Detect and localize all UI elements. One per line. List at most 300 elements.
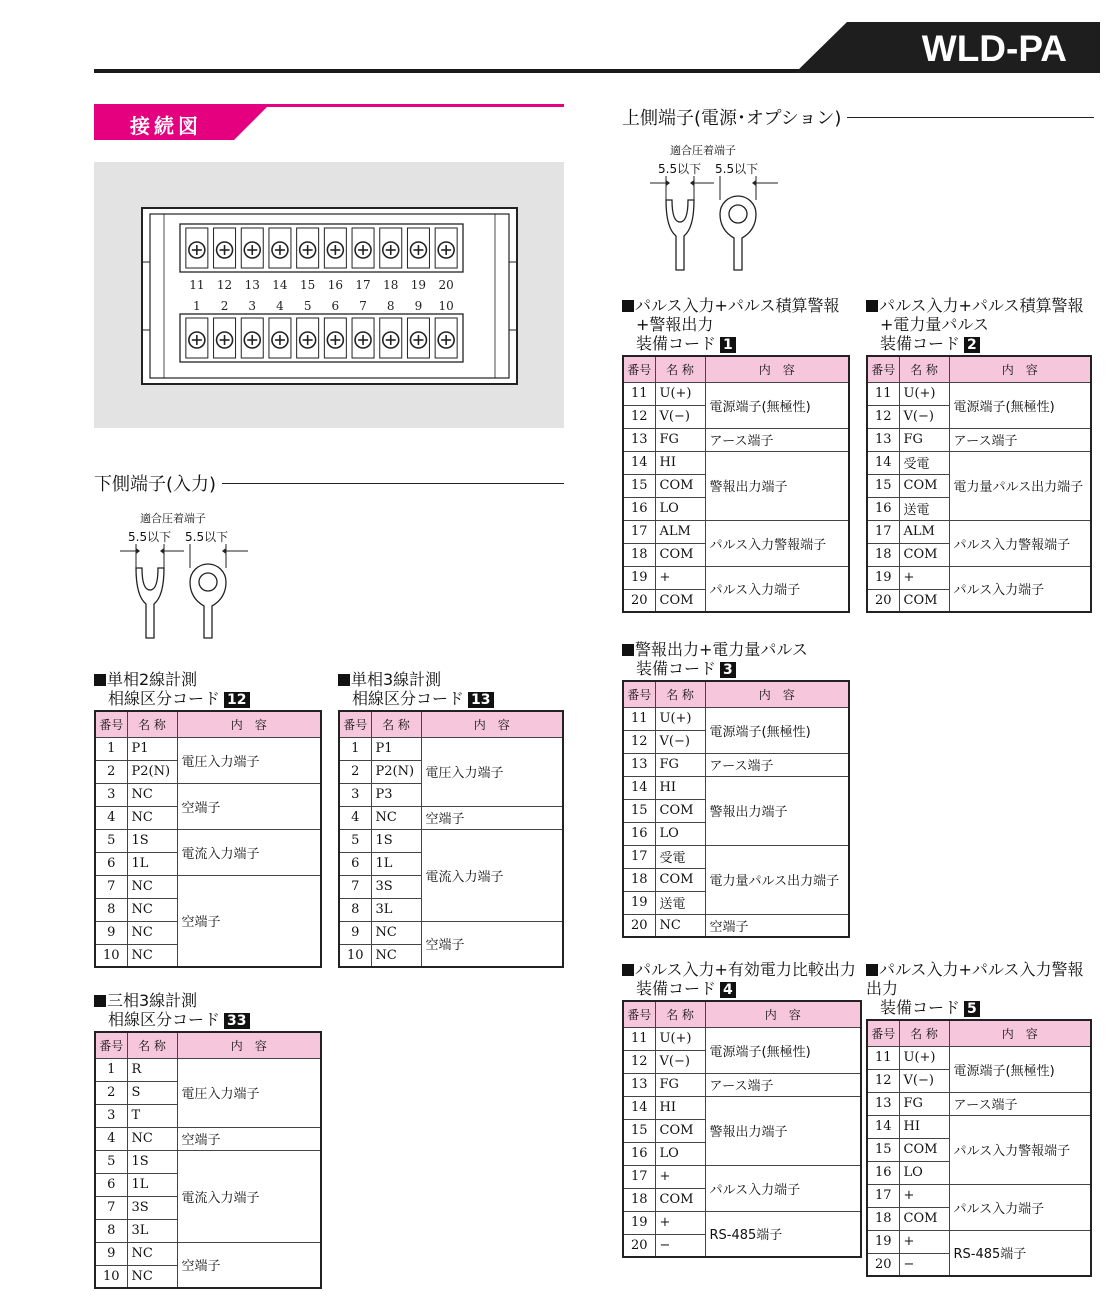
table-title-text: 相線区分コード [352, 689, 465, 708]
terminal-name: NC [127, 1242, 177, 1265]
terminal-name: ALM [655, 520, 705, 543]
terminal-number: 13 [867, 428, 899, 451]
terminal-number: 19 [623, 566, 655, 589]
terminal-name: 3S [371, 875, 421, 898]
table-row [867, 1115, 1091, 1138]
terminal-number-label: 5 [303, 299, 312, 313]
heading-rule [847, 117, 1094, 118]
terminal-number: 17 [867, 1184, 899, 1207]
table-title-text: パルス入力+パルス積算警報 [635, 296, 840, 315]
terminal-table [338, 710, 564, 968]
table-title [622, 296, 850, 353]
terminal-name: S [127, 1081, 177, 1104]
terminal-name: ALM [899, 520, 949, 543]
table-title-line [866, 315, 1092, 334]
terminal-number-label: 20 [438, 278, 454, 292]
terminal-table [94, 710, 322, 968]
terminal-number: 12 [867, 405, 899, 428]
terminal-number: 16 [623, 822, 655, 845]
terminal-number-label: 8 [386, 299, 395, 313]
terminal-description: アース端子 [705, 1073, 861, 1096]
table-row [867, 1230, 1091, 1253]
table-title [338, 670, 564, 708]
terminal-number-label: 15 [300, 278, 316, 292]
terminal-number: 14 [623, 1096, 655, 1119]
terminal-description: 電源端子(無極性) [705, 1027, 861, 1073]
terminal-number: 4 [95, 1127, 127, 1150]
terminal-name: U(+) [899, 1046, 949, 1069]
table-row [623, 776, 849, 799]
code-badge: 12 [224, 692, 249, 708]
table-row [623, 566, 849, 589]
upper-terminals-heading [622, 104, 1094, 130]
lower-terminals-heading [94, 470, 564, 496]
table-row [95, 737, 321, 760]
terminal-number-label: 7 [359, 299, 367, 313]
terminal-description: 電力量パルス出力端子 [949, 451, 1091, 520]
table-row [623, 1027, 861, 1050]
table-title-text: パルス入力+パルス積算警報 [879, 296, 1084, 315]
header-no: 番号 [867, 1020, 899, 1046]
terminal-description: 警報出力端子 [705, 451, 849, 520]
table-title [866, 296, 1092, 353]
square-bullet-icon [622, 644, 634, 656]
terminal-description: 電圧入力端子 [177, 1058, 321, 1127]
terminal-table [866, 355, 1092, 613]
table-title-text: 装備コード [636, 979, 717, 998]
crimp-terminal-icon [648, 138, 788, 273]
terminal-name: 1L [127, 1173, 177, 1196]
table-row [623, 753, 849, 776]
terminal-number: 6 [95, 1173, 127, 1196]
table-title-line [622, 640, 850, 659]
terminal-number: 12 [623, 1050, 655, 1073]
terminal-number: 15 [867, 474, 899, 497]
terminal-description: 空端子 [177, 783, 321, 829]
header-name: 名 称 [655, 356, 705, 382]
table-title-text: +警報出力 [636, 315, 714, 334]
terminal-number: 20 [867, 589, 899, 612]
square-bullet-icon [94, 674, 106, 686]
table-header-row [623, 681, 849, 707]
terminal-name: NC [371, 806, 421, 829]
terminal-description: 電流入力端子 [177, 829, 321, 875]
terminal-name: + [655, 566, 705, 589]
table-title-line [338, 689, 564, 708]
terminal-number: 9 [95, 1242, 127, 1265]
table-title-text: 三相3線計測 [107, 991, 198, 1010]
header-name: 名 称 [655, 1001, 705, 1027]
terminal-number: 16 [867, 497, 899, 520]
crimp-terminal-icon [118, 506, 258, 641]
terminal-description: パルス入力端子 [949, 1184, 1091, 1230]
terminal-number: 11 [623, 382, 655, 405]
terminal-description: 電力量パルス出力端子 [705, 845, 849, 914]
table-header-row [623, 1001, 861, 1027]
terminal-table [622, 680, 850, 938]
terminal-name: NC [127, 944, 177, 967]
terminal-description: 電源端子(無極性) [949, 1046, 1091, 1092]
table-title-line [622, 960, 862, 979]
table-title [622, 640, 850, 678]
table-title-line [866, 334, 1092, 353]
table-header-row [339, 711, 563, 737]
terminal-description: 電源端子(無極性) [705, 707, 849, 753]
terminal-name: COM [655, 868, 705, 891]
table-group-code-2 [866, 296, 1092, 613]
terminal-name: LO [655, 1142, 705, 1165]
terminal-name: FG [899, 1092, 949, 1115]
table-row [95, 829, 321, 852]
terminal-description: 空端子 [705, 914, 849, 937]
terminal-number: 20 [623, 914, 655, 937]
table-row [95, 1150, 321, 1173]
terminal-name: COM [899, 589, 949, 612]
terminal-name: NC [127, 1127, 177, 1150]
terminal-description: 警報出力端子 [705, 776, 849, 845]
terminal-number: 17 [623, 1165, 655, 1188]
table-row [95, 1242, 321, 1265]
terminal-description: パルス入力警報端子 [705, 520, 849, 566]
header-no: 番号 [95, 1032, 127, 1058]
terminal-description: 電流入力端子 [421, 829, 563, 921]
terminal-number: 1 [95, 1058, 127, 1081]
terminal-number-label: 11 [189, 278, 205, 292]
terminal-name: COM [899, 1207, 949, 1230]
terminal-name: COM [655, 543, 705, 566]
table-row [623, 1211, 861, 1234]
terminal-description: パルス入力端子 [949, 566, 1091, 612]
code-badge: 5 [964, 1001, 980, 1017]
terminal-name: + [899, 1184, 949, 1207]
terminal-name: − [899, 1253, 949, 1276]
terminal-table [622, 1000, 862, 1258]
table-row [339, 737, 563, 760]
table-row [623, 1073, 861, 1096]
terminal-number: 13 [867, 1092, 899, 1115]
table-row [339, 829, 563, 852]
square-bullet-icon [338, 674, 350, 686]
terminal-number: 17 [623, 520, 655, 543]
terminal-description: 電源端子(無極性) [949, 382, 1091, 428]
table-title-text: 装備コード [636, 659, 717, 678]
terminal-table [866, 1019, 1092, 1277]
terminal-number: 11 [867, 1046, 899, 1069]
table-title [622, 960, 862, 998]
crimp-caption: 適合圧着端子 [670, 144, 736, 157]
terminal-name: 1S [371, 829, 421, 852]
terminal-number: 3 [95, 1104, 127, 1127]
terminal-number: 8 [95, 1219, 127, 1242]
terminal-number: 6 [95, 852, 127, 875]
table-row [623, 914, 849, 937]
table-title-line [94, 991, 322, 1010]
code-badge: 13 [468, 692, 493, 708]
table-row [339, 921, 563, 944]
header-no: 番号 [867, 356, 899, 382]
terminal-number: 12 [623, 730, 655, 753]
header-no: 番号 [95, 711, 127, 737]
terminal-number: 18 [867, 1207, 899, 1230]
terminal-description: 空端子 [177, 875, 321, 967]
terminal-name: V(−) [899, 405, 949, 428]
terminal-number: 1 [95, 737, 127, 760]
terminal-name: FG [899, 428, 949, 451]
table-row [867, 1046, 1091, 1069]
square-bullet-icon [622, 300, 634, 312]
table-title-line [866, 998, 1092, 1017]
terminal-number: 15 [623, 1119, 655, 1142]
terminal-name: NC [127, 921, 177, 944]
header-content: 内 容 [705, 1001, 861, 1027]
terminal-description: 空端子 [421, 921, 563, 967]
heading-rule [222, 483, 564, 484]
square-bullet-icon [866, 300, 878, 312]
terminal-name: + [899, 566, 949, 589]
terminal-name: LO [655, 822, 705, 845]
terminal-number: 14 [623, 776, 655, 799]
terminal-number: 9 [95, 921, 127, 944]
header-content: 内 容 [705, 356, 849, 382]
terminal-name: R [127, 1058, 177, 1081]
table-row [623, 428, 849, 451]
terminal-name: COM [899, 474, 949, 497]
terminal-name: V(−) [899, 1069, 949, 1092]
terminal-number: 7 [95, 875, 127, 898]
table-title-text: 警報出力+電力量パルス [635, 640, 808, 659]
terminal-number: 19 [867, 566, 899, 589]
terminal-number: 16 [623, 1142, 655, 1165]
table-row [867, 451, 1091, 474]
terminal-name: FG [655, 753, 705, 776]
table-row [95, 875, 321, 898]
table-title-line [622, 296, 850, 315]
table-row [867, 520, 1091, 543]
terminal-number-label: 4 [276, 299, 284, 313]
terminal-name: + [655, 1165, 705, 1188]
terminal-description: 空端子 [177, 1242, 321, 1288]
table-header-row [95, 711, 321, 737]
terminal-number: 5 [95, 829, 127, 852]
terminal-number: 7 [339, 875, 371, 898]
terminal-number: 19 [867, 1230, 899, 1253]
table-row [339, 806, 563, 829]
table-group-code-33 [94, 991, 322, 1289]
crimp-dim-right: 5.5以下 [185, 530, 229, 544]
terminal-name: NC [127, 1265, 177, 1288]
table-row [623, 1096, 861, 1119]
terminal-number: 16 [867, 1161, 899, 1184]
terminal-number-label: 13 [244, 278, 260, 292]
terminal-number: 10 [339, 944, 371, 967]
terminal-name: 3L [371, 898, 421, 921]
terminal-number: 4 [95, 806, 127, 829]
upper-crimp-terminal-figure [648, 138, 788, 273]
terminal-name: − [655, 1234, 705, 1257]
terminal-number: 14 [867, 451, 899, 474]
upper-terminal-screws [180, 224, 463, 272]
table-row [95, 1058, 321, 1081]
terminal-name: + [899, 1230, 949, 1253]
table-title [94, 670, 322, 708]
table-row [623, 707, 849, 730]
terminal-name: COM [655, 474, 705, 497]
terminal-number: 15 [623, 799, 655, 822]
terminal-number: 10 [95, 944, 127, 967]
terminal-number: 11 [623, 1027, 655, 1050]
terminal-name: COM [655, 589, 705, 612]
terminal-description: パルス入力警報端子 [949, 520, 1091, 566]
section-title: 接続図 [130, 114, 202, 138]
terminal-name: FG [655, 428, 705, 451]
table-group-code-12 [94, 670, 322, 968]
header-name: 名 称 [655, 681, 705, 707]
code-badge: 33 [224, 1013, 249, 1029]
terminal-number: 2 [95, 1081, 127, 1104]
table-row [623, 520, 849, 543]
terminal-number: 3 [95, 783, 127, 806]
terminal-description: 電圧入力端子 [421, 737, 563, 806]
terminal-number-label: 14 [272, 278, 288, 292]
terminal-description: 電圧入力端子 [177, 737, 321, 783]
table-row [95, 1127, 321, 1150]
crimp-caption: 適合圧着端子 [140, 512, 206, 525]
table-header-row [867, 1020, 1091, 1046]
table-row [623, 845, 849, 868]
terminal-number: 3 [339, 783, 371, 806]
table-row [623, 1165, 861, 1188]
table-group-code-3 [622, 640, 850, 938]
table-title [94, 991, 322, 1029]
table-header-row [867, 356, 1091, 382]
table-title-text: 装備コード [880, 998, 961, 1017]
terminal-name: COM [655, 1119, 705, 1142]
upper-terminals-heading-text: 上側端子(電源･オプション) [622, 108, 842, 129]
terminal-name: NC [127, 875, 177, 898]
terminal-number: 2 [95, 760, 127, 783]
terminal-number-label: 17 [355, 278, 371, 292]
terminal-name: U(+) [899, 382, 949, 405]
table-group-code-5 [866, 960, 1092, 1277]
terminal-name: HI [899, 1115, 949, 1138]
terminal-name: HI [655, 451, 705, 474]
terminal-number: 5 [95, 1150, 127, 1173]
terminal-number: 16 [623, 497, 655, 520]
table-row [867, 1092, 1091, 1115]
terminal-name: 送電 [899, 497, 949, 520]
terminal-name: NC [371, 921, 421, 944]
terminal-name: T [127, 1104, 177, 1127]
table-row [867, 382, 1091, 405]
terminal-number: 17 [623, 845, 655, 868]
terminal-number: 15 [867, 1138, 899, 1161]
terminal-number: 8 [339, 898, 371, 921]
terminal-number: 1 [339, 737, 371, 760]
lower-crimp-terminal-figure [118, 506, 258, 641]
header-content: 内 容 [705, 681, 849, 707]
table-title-line [866, 296, 1092, 315]
code-badge: 4 [720, 982, 736, 998]
square-bullet-icon [622, 964, 634, 976]
terminal-name: 1L [371, 852, 421, 875]
terminal-number-label: 18 [383, 278, 399, 292]
terminal-number: 13 [623, 1073, 655, 1096]
code-badge: 2 [964, 337, 980, 353]
header-name: 名 称 [899, 356, 949, 382]
terminal-description: 警報出力端子 [705, 1096, 861, 1165]
crimp-dim-left: 5.5以下 [658, 162, 702, 176]
crimp-dim-right: 5.5以下 [715, 162, 759, 176]
crimp-dim-left: 5.5以下 [128, 530, 172, 544]
terminal-number: 12 [623, 405, 655, 428]
terminal-name: COM [899, 543, 949, 566]
header-content: 内 容 [177, 711, 321, 737]
table-group-code-13 [338, 670, 564, 968]
terminal-description: アース端子 [705, 753, 849, 776]
terminal-table [94, 1031, 322, 1289]
terminal-number-label: 12 [216, 278, 233, 292]
terminal-number: 11 [867, 382, 899, 405]
terminal-table [622, 355, 850, 613]
terminal-description: アース端子 [705, 428, 849, 451]
terminal-description: 空端子 [421, 806, 563, 829]
table-title-text: 単相2線計測 [107, 670, 198, 689]
terminal-name: P1 [371, 737, 421, 760]
header-no: 番号 [339, 711, 371, 737]
header-content: 内 容 [949, 356, 1091, 382]
table-group-code-4 [622, 960, 862, 1258]
table-title-line [622, 659, 850, 678]
terminal-name: P2(N) [371, 760, 421, 783]
terminal-number: 20 [623, 589, 655, 612]
table-title-text: 相線区分コード [108, 1010, 221, 1029]
table-title-line [94, 689, 322, 708]
table-row [623, 451, 849, 474]
terminal-name: 受電 [899, 451, 949, 474]
terminal-description: 空端子 [177, 1127, 321, 1150]
terminal-number: 18 [623, 868, 655, 891]
terminal-name: P1 [127, 737, 177, 760]
terminal-number-label: 3 [248, 299, 257, 313]
terminal-name: U(+) [655, 1027, 705, 1050]
table-title-text: 装備コード [880, 334, 961, 353]
terminal-number: 19 [623, 891, 655, 914]
terminal-number: 19 [623, 1211, 655, 1234]
terminal-description: 電源端子(無極性) [705, 382, 849, 428]
terminal-name: V(−) [655, 1050, 705, 1073]
terminal-name: 1L [127, 852, 177, 875]
terminal-number: 5 [339, 829, 371, 852]
terminal-number-label: 1 [193, 299, 201, 313]
code-badge: 1 [720, 337, 736, 353]
header-no: 番号 [623, 1001, 655, 1027]
terminal-name: 送電 [655, 891, 705, 914]
table-title-text: +電力量パルス [880, 315, 989, 334]
table-row [867, 428, 1091, 451]
table-title-line [622, 334, 850, 353]
terminal-description: パルス入力端子 [705, 566, 849, 612]
terminal-name: U(+) [655, 707, 705, 730]
terminal-number-label: 16 [327, 278, 343, 292]
header-name: 名 称 [899, 1020, 949, 1046]
terminal-name: U(+) [655, 382, 705, 405]
table-title-line [94, 1010, 322, 1029]
terminal-number: 9 [339, 921, 371, 944]
terminal-number: 17 [867, 520, 899, 543]
terminal-number: 2 [339, 760, 371, 783]
square-bullet-icon [866, 964, 878, 976]
terminal-name: P3 [371, 783, 421, 806]
